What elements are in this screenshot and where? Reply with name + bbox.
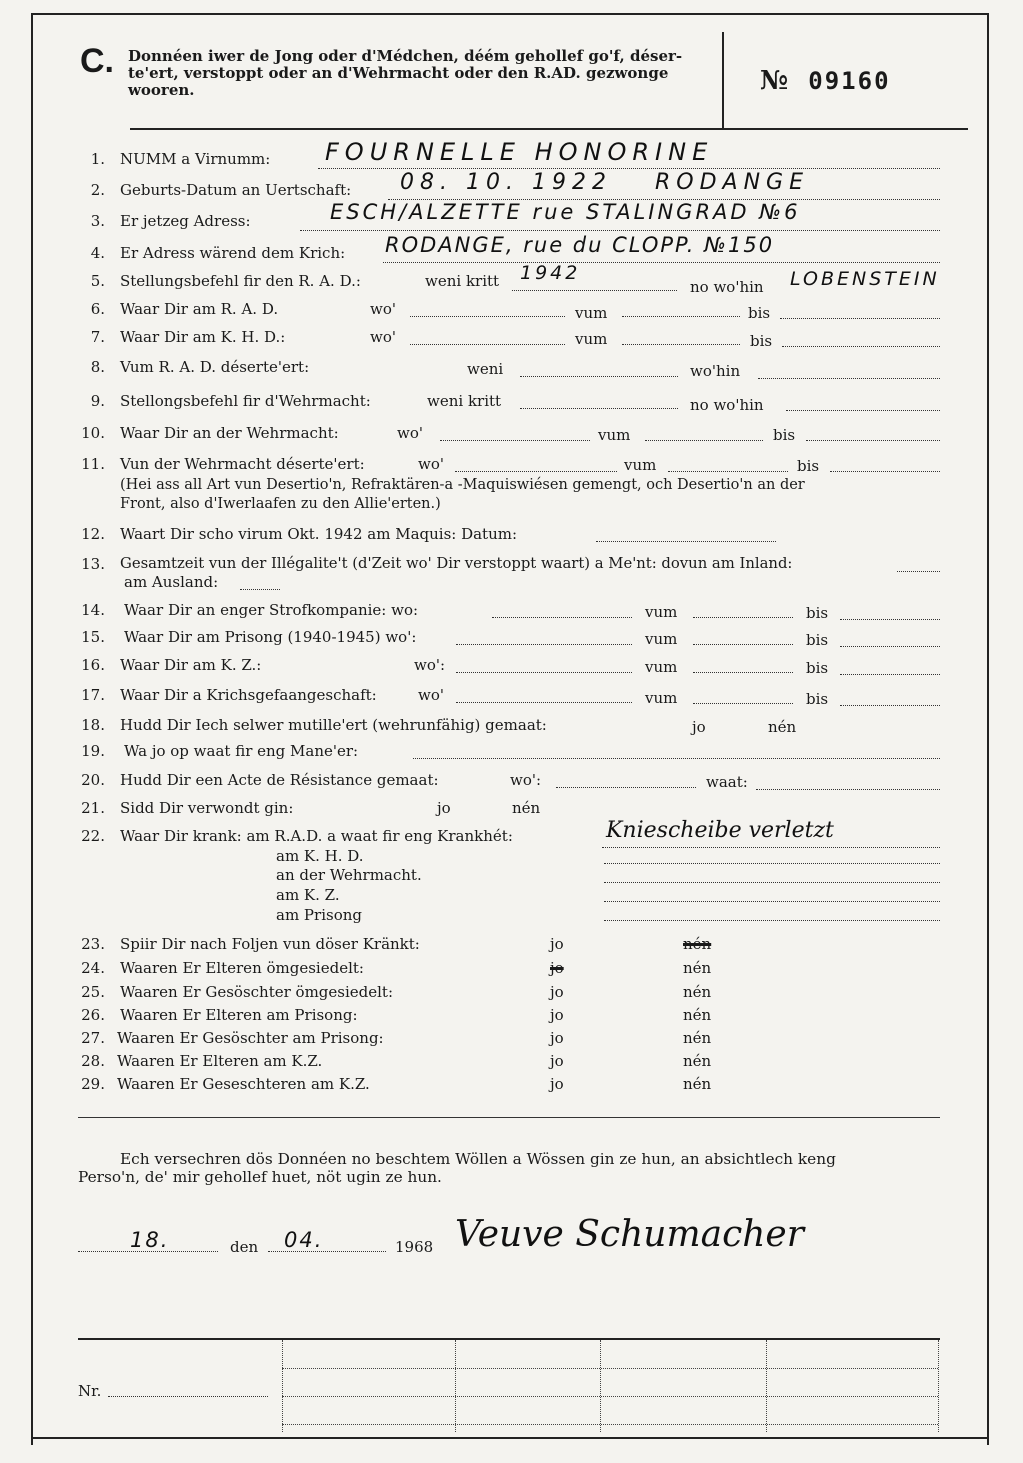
field-number: 27. — [81, 1029, 105, 1047]
strofkompanie-vum-line[interactable] — [693, 617, 793, 618]
name-label: NUMM a Virnumm: — [120, 150, 271, 168]
field-number: 8. — [90, 358, 105, 376]
field-number: 13. — [81, 555, 105, 573]
vum-label: vum — [645, 630, 678, 648]
rad-order-where-label: no wo'hin — [690, 278, 764, 296]
grid-divider — [938, 1340, 939, 1432]
bis-label: bis — [748, 304, 771, 322]
signature-name[interactable]: Veuve Schumacher — [455, 1214, 804, 1255]
weni-kritt-label: weni kritt — [427, 392, 502, 410]
rad-order-where-value[interactable]: LOBENSTEIN — [790, 268, 940, 290]
rad-order-when-label: weni kritt — [425, 272, 500, 290]
rad-label: Waar Dir am R. A. D. — [120, 300, 279, 318]
vum-label: vum — [598, 426, 631, 444]
wo-label: wo' — [370, 328, 396, 346]
name-value[interactable]: FOURNELLE HONORINE — [325, 138, 714, 166]
nen-option[interactable]: nén — [512, 799, 541, 817]
weni-label: weni — [467, 360, 504, 378]
illness-sub-label: an der Wehrmacht. — [276, 866, 422, 884]
nen-option[interactable]: nén — [683, 1006, 712, 1024]
bis-label: bis — [806, 690, 829, 708]
wo-label: wo': — [510, 771, 542, 789]
rad-desert-wohin-line[interactable] — [758, 378, 940, 379]
parents-kz-label: Waaren Er Elteren am K.Z. — [117, 1052, 323, 1070]
maquis-date-line[interactable] — [596, 541, 776, 542]
nen-option-struck[interactable]: nén — [683, 935, 712, 953]
intro-line: Donnéen iwer de Jong oder d'Médchen, déém gehollef go'f, déser- — [128, 47, 683, 65]
den-label: den — [230, 1238, 259, 1256]
illness-sub-label: am K. Z. — [276, 886, 340, 904]
desertion-note: Front, also d'Iwerlaafen zu den Allie'erten.) — [120, 496, 441, 512]
signature-day[interactable]: 18. — [130, 1228, 170, 1252]
illegality-label: Gesamtzeit vun der Illégalite't (d'Zeit wo' Dir verstoppt waart) a Me'nt: dovun am Inland: — [120, 555, 793, 572]
nen-option[interactable]: nén — [683, 1029, 712, 1047]
bis-label: bis — [806, 604, 829, 622]
nen-option[interactable]: nén — [683, 1075, 712, 1093]
bis-label: bis — [806, 659, 829, 677]
field-number: 20. — [81, 771, 105, 789]
nr-line[interactable] — [108, 1396, 268, 1397]
rad-vum-line[interactable] — [622, 316, 740, 317]
prisong-wo-line[interactable] — [456, 644, 632, 645]
wehrmacht-vum-line[interactable] — [645, 440, 763, 441]
nen-option[interactable]: nén — [683, 959, 712, 977]
field-number: 15. — [81, 628, 105, 646]
illness-sub-label: am K. H. D. — [276, 847, 364, 865]
kz-wo-line[interactable] — [456, 672, 632, 673]
nen-option[interactable]: nén — [683, 983, 712, 1001]
illness-label: Waar Dir krank: am R.A.D. a waat fir eng Krankhét: — [120, 827, 513, 845]
kz-label: Waar Dir am K. Z.: — [120, 656, 262, 674]
vum-label: vum — [624, 456, 657, 474]
field-number: 2. — [90, 181, 105, 199]
field-number: 11. — [81, 455, 105, 473]
illness-wehrmacht-line[interactable] — [604, 882, 940, 883]
wo-label: wo' — [370, 300, 396, 318]
pow-wo-line[interactable] — [456, 702, 632, 703]
rad-order-when-line — [512, 290, 677, 291]
vum-label: vum — [645, 658, 678, 676]
grid-divider — [766, 1340, 767, 1432]
illegality-inland-line[interactable] — [897, 571, 940, 572]
pow-vum-line[interactable] — [693, 703, 793, 704]
kz-vum-line[interactable] — [693, 672, 793, 673]
maquis-label: Waart Dir scho virum Okt. 1942 am Maquis: Datum: — [120, 525, 518, 543]
siblings-kz-label: Waaren Er Geseschteren am K.Z. — [117, 1075, 370, 1093]
field-number: 19. — [81, 742, 105, 760]
consequences-label: Spiir Dir nach Foljen vun döser Kränkt: — [120, 935, 420, 953]
khd-vum-line[interactable] — [622, 344, 740, 345]
nen-option[interactable]: nén — [683, 1052, 712, 1070]
bis-label: bis — [750, 332, 773, 350]
address-line — [300, 230, 940, 231]
illness-value[interactable]: Kniescheibe verletzt — [606, 818, 834, 843]
field-number: 24. — [81, 959, 105, 977]
name-line — [318, 168, 940, 169]
intro-line: wooren. — [128, 81, 195, 99]
field-number: 14. — [81, 601, 105, 619]
rad-desert-label: Vum R. A. D. déserte'ert: — [120, 358, 310, 376]
strofkompanie-bis-line[interactable] — [840, 619, 940, 620]
rad-order-when-value[interactable]: 1942 — [520, 262, 581, 284]
waat-label: waat: — [706, 773, 748, 791]
wehrmacht-wo-line[interactable] — [440, 440, 590, 441]
section-separator — [78, 1117, 940, 1118]
illegality-abroad-label: am Ausland: — [124, 573, 219, 591]
illness-kz-line[interactable] — [604, 901, 940, 902]
wehrmacht-label: Waar Dir an der Wehrmacht: — [120, 424, 339, 442]
field-number: 25. — [81, 983, 105, 1001]
number-label: № — [760, 66, 789, 96]
wo-label: wo' — [397, 424, 423, 442]
prisong-vum-line[interactable] — [693, 644, 793, 645]
grid-row-line — [282, 1396, 938, 1397]
rad-desert-weni-line[interactable] — [520, 376, 678, 377]
field-number: 22. — [81, 827, 105, 845]
field-number: 18. — [81, 716, 105, 734]
war-address-label: Er Adress wärend dem Krich: — [120, 244, 346, 262]
section-letter: C. — [80, 42, 114, 80]
bottom-rule — [31, 1437, 989, 1439]
vum-label: vum — [645, 603, 678, 621]
nen-option[interactable]: nén — [768, 718, 797, 736]
field-number: 17. — [81, 686, 105, 704]
prisong-label: Waar Dir am Prisong (1940-1945) wo': — [124, 628, 417, 646]
vum-label: vum — [575, 330, 608, 348]
wo-label: wo' — [418, 455, 444, 473]
wounded-label: Sidd Dir verwondt gin: — [120, 799, 294, 817]
wo-label: wo': — [414, 656, 446, 674]
wohin-label: wo'hin — [690, 362, 741, 380]
birth-place-value[interactable]: RODANGE — [655, 170, 809, 195]
nr-label: Nr. — [78, 1382, 102, 1400]
rad-bis-line[interactable] — [780, 318, 940, 319]
strofkompanie-wo-line[interactable] — [492, 617, 632, 618]
header-rule — [130, 128, 968, 130]
wehrmacht-desert-bis-line[interactable] — [830, 471, 940, 472]
wohin-label: no wo'hin — [690, 396, 764, 414]
field-number: 7. — [90, 328, 105, 346]
field-number: 16. — [81, 656, 105, 674]
grid-row-line — [282, 1368, 938, 1369]
rad-wo-line[interactable] — [410, 316, 565, 317]
declaration-text: Ech versechren dös Donnéen no beschtem Wöllen a Wössen gin ze hun, an absichtlech keng — [120, 1150, 836, 1168]
address-label: Er jetzeg Adress: — [120, 212, 251, 230]
footer-rule — [78, 1338, 940, 1340]
signature-year: 1968 — [395, 1238, 434, 1256]
wehrmacht-order-weni-line[interactable] — [520, 408, 678, 409]
illness-rad-line — [602, 847, 940, 848]
field-number: 9. — [90, 392, 105, 410]
khd-wo-line[interactable] — [410, 344, 565, 345]
address-value[interactable]: ESCH/ALZETTE rue STALINGRAD №6 — [330, 200, 801, 224]
manner-line[interactable] — [413, 758, 940, 759]
jo-option[interactable]: jo — [550, 1075, 564, 1093]
illness-sub-label: am Prisong — [276, 906, 362, 924]
kz-bis-line[interactable] — [840, 674, 940, 675]
resistance-wo-line[interactable] — [556, 787, 696, 788]
illness-khd-line[interactable] — [604, 863, 940, 864]
war-address-line — [383, 262, 940, 263]
khd-bis-line[interactable] — [782, 346, 940, 347]
wehrmacht-bis-line[interactable] — [806, 440, 940, 441]
self-mutilation-label: Hudd Dir Iech selwer mutille'ert (wehrunfähig) gemaat: — [120, 716, 547, 734]
pow-label: Waar Dir a Krichsgefaangeschaft: — [120, 686, 377, 704]
declaration-text: Perso'n, de' mir gehollef huet, nöt ugin ze hun. — [78, 1168, 442, 1186]
jo-option[interactable]: jo — [550, 983, 564, 1001]
wehrmacht-desert-vum-line[interactable] — [668, 471, 788, 472]
jo-option[interactable]: jo — [550, 1029, 564, 1047]
bis-label: bis — [773, 426, 796, 444]
siblings-resettled-label: Waaren Er Gesöschter ömgesiedelt: — [120, 983, 394, 1001]
pow-bis-line[interactable] — [840, 705, 940, 706]
field-number: 28. — [81, 1052, 105, 1070]
intro-line: te'ert, verstoppt oder an d'Wehrmacht oder den R.AD. gezwonge — [128, 64, 669, 82]
field-number: 29. — [81, 1075, 105, 1093]
prisong-bis-line[interactable] — [840, 646, 940, 647]
parents-prison-label: Waaren Er Elteren am Prisong: — [120, 1006, 358, 1024]
grid-divider — [282, 1340, 283, 1432]
field-number: 3. — [90, 212, 105, 230]
field-number: 5. — [90, 272, 105, 290]
jo-option-struck[interactable]: jo — [550, 959, 564, 977]
header-separator — [722, 32, 724, 130]
parents-resettled-label: Waaren Er Elteren ömgesiedelt: — [120, 959, 364, 977]
birth-date-value[interactable]: 08. 10. 1922 — [400, 170, 612, 195]
illness-prisong-line[interactable] — [604, 920, 940, 921]
form-number — [760, 66, 891, 96]
field-number: 10. — [81, 424, 105, 442]
wehrmacht-order-label: Stellongsbefehl fir d'Wehrmacht: — [120, 392, 371, 410]
field-number: 1. — [90, 150, 105, 168]
vum-label: vum — [645, 689, 678, 707]
jo-option[interactable]: jo — [550, 1006, 564, 1024]
resistance-label: Hudd Dir een Acte de Résistance gemaat: — [120, 771, 439, 789]
strofkompanie-label: Waar Dir an enger Strofkompanie: wo: — [124, 601, 419, 619]
field-number: 12. — [81, 525, 105, 543]
signature-month[interactable]: 04. — [284, 1228, 324, 1252]
grid-divider — [455, 1340, 456, 1432]
field-number: 4. — [90, 244, 105, 262]
grid-row-line — [282, 1424, 938, 1425]
khd-label: Waar Dir am K. H. D.: — [120, 328, 286, 346]
rad-order-label: Stellungsbefehl fir den R. A. D.: — [120, 272, 361, 290]
wehrmacht-desert-wo-line[interactable] — [455, 471, 617, 472]
vum-label: vum — [575, 304, 608, 322]
wehrmacht-desert-label: Vun der Wehrmacht déserte'ert: — [120, 455, 365, 473]
illegality-abroad-line[interactable] — [240, 589, 280, 590]
wehrmacht-order-wohin-line[interactable] — [786, 410, 940, 411]
field-number: 23. — [81, 935, 105, 953]
bis-label: bis — [797, 457, 820, 475]
desertion-note: (Hei ass all Art vun Desertio'n, Refraktären-a -Maquiswiésen gemengt, och Desertio'n an der — [120, 477, 805, 493]
jo-option[interactable]: jo — [437, 799, 451, 817]
section-intro — [128, 48, 708, 99]
grid-divider — [600, 1340, 601, 1432]
field-number: 26. — [81, 1006, 105, 1024]
manner-label: Wa jo op waat fir eng Mane'er: — [124, 742, 359, 760]
birth-label: Geburts-Datum an Uertschaft: — [120, 181, 352, 199]
resistance-waat-line[interactable] — [756, 789, 940, 790]
war-address-value[interactable]: RODANGE, rue du CLOPP. №150 — [385, 233, 775, 257]
wo-label: wo' — [418, 686, 444, 704]
jo-option[interactable]: jo — [550, 1052, 564, 1070]
number-value: 09160 — [808, 67, 891, 95]
siblings-prison-label: Waaren Er Gesöschter am Prisong: — [117, 1029, 384, 1047]
field-number: 21. — [81, 799, 105, 817]
jo-option[interactable]: jo — [692, 718, 706, 736]
bis-label: bis — [806, 631, 829, 649]
jo-option[interactable]: jo — [550, 935, 564, 953]
field-number: 6. — [90, 300, 105, 318]
